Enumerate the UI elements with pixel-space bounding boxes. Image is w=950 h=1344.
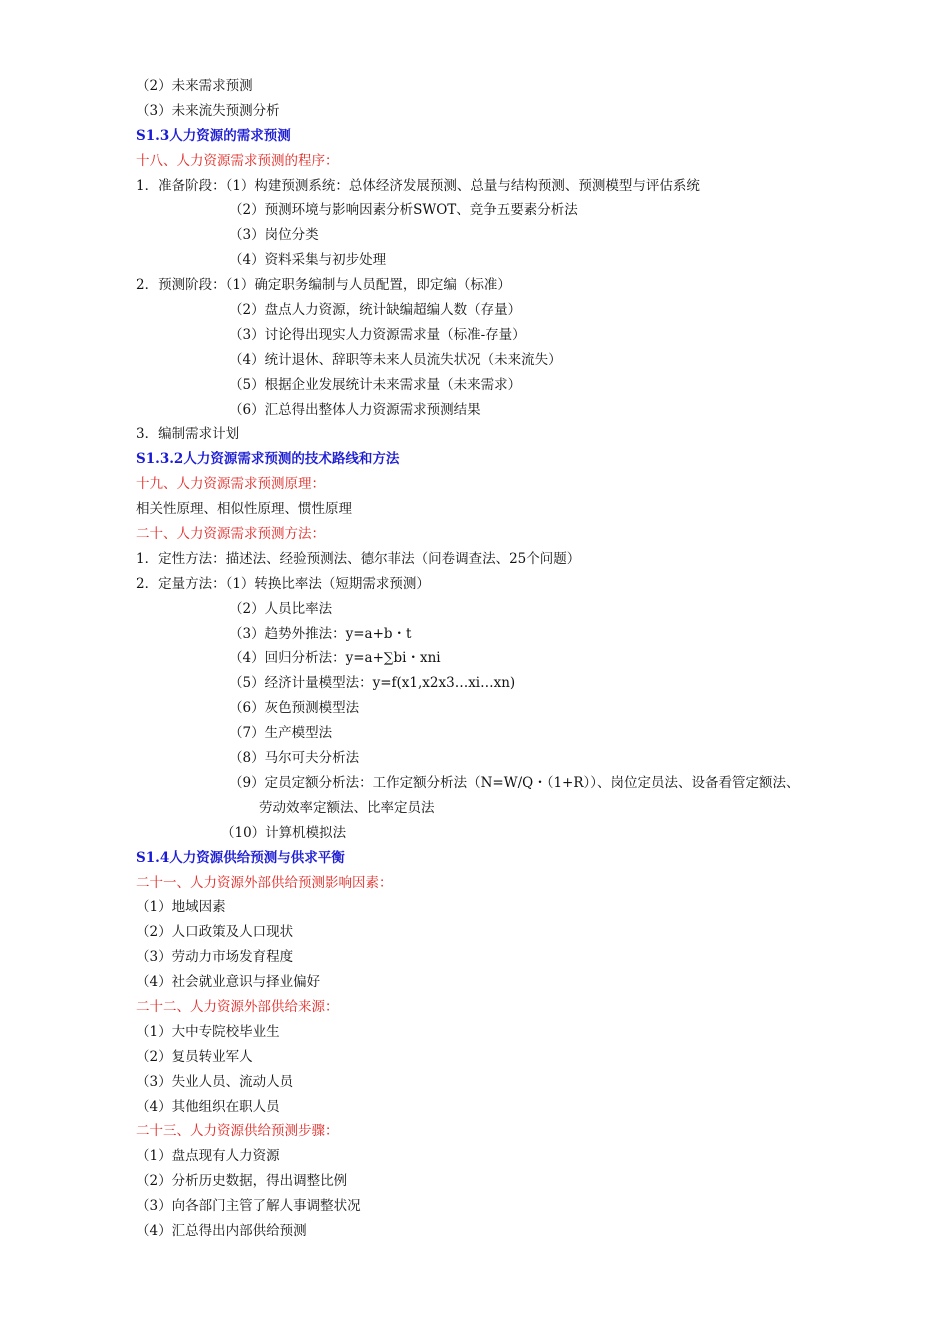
document-body: [0, 74, 950, 1244]
list-item: （2）预测环境与影响因素分析SWOT、竞争五要素分析法: [229, 202, 578, 219]
list-item: （3）向各部门主管了解人事调整状况: [136, 1198, 361, 1215]
list-item: （1）地域因素: [136, 899, 226, 916]
list-item: （1）大中专院校毕业生: [136, 1023, 280, 1040]
list-item: （2）人员比率法: [229, 600, 333, 617]
topic-heading: 二十一、人力资源外部供给预测影响因素：: [136, 874, 393, 891]
list-item: （4）统计退休、辞职等未来人员流失状况（未来流失）: [229, 351, 562, 368]
list-item: （3）趋势外推法：y=a+b・t: [229, 625, 412, 642]
list-item: （2）盘点人力资源，统计缺编超编人数（存量）: [229, 302, 522, 319]
list-item: （2）分析历史数据，得出调整比例: [136, 1173, 348, 1190]
list-item: （5）经济计量模型法：y=f(x1,x2x3…xi…xn): [229, 675, 516, 692]
section-heading: S1.3.2人力资源需求预测的技术路线和方法: [136, 451, 400, 468]
list-item: （8）马尔可夫分析法: [229, 750, 360, 767]
topic-heading: 十九、人力资源需求预测原理：: [136, 476, 325, 493]
list-item: 1．定性方法：描述法、经验预测法、德尔菲法（问卷调查法、25个问题）: [136, 550, 581, 567]
list-item: （3）劳动力市场发育程度: [136, 949, 294, 966]
list-item: （4）其他组织在职人员: [136, 1098, 280, 1115]
list-item: （3）岗位分类: [229, 227, 319, 244]
list-item: （6）汇总得出整体人力资源需求预测结果: [229, 401, 481, 418]
section-heading: S1.4人力资源供给预测与供求平衡: [136, 849, 345, 866]
paragraph: 相关性原理、相似性原理、惯性原理: [136, 501, 352, 518]
list-item: （7）生产模型法: [229, 725, 333, 742]
topic-heading: 二十、人力资源需求预测方法：: [136, 526, 325, 543]
list-item: （6）灰色预测模型法: [229, 700, 360, 717]
list-item: （5）根据企业发展统计未来需求量（未来需求）: [229, 376, 522, 393]
list-item: 3．编制需求计划: [136, 426, 240, 443]
list-item-continuation: 劳动效率定额法、比率定员法: [259, 799, 435, 816]
list-item: （1）盘点现有人力资源: [136, 1148, 280, 1165]
list-item: 2．定量方法：（1）转换比率法（短期需求预测）: [136, 575, 430, 592]
list-item: 1．准备阶段：（1）构建预测系统：总体经济发展预测、总量与结构预测、预测模型与评估系统: [136, 177, 700, 194]
list-item: （2）人口政策及人口现状: [136, 924, 294, 941]
section-heading: S1.3人力资源的需求预测: [136, 127, 291, 144]
list-item: （4）社会就业意识与择业偏好: [136, 974, 321, 991]
list-item: 2．预测阶段：（1）确定职务编制与人员配置，即定编（标准）: [136, 277, 511, 294]
list-item: （2）未来需求预测: [136, 78, 253, 94]
topic-heading: 十八、人力资源需求预测的程序：: [136, 152, 339, 169]
list-item: （3）失业人员、流动人员: [136, 1073, 294, 1090]
topic-heading: 二十二、人力资源外部供给来源：: [136, 998, 339, 1015]
list-item: （10）计算机模拟法: [221, 824, 347, 841]
list-item: （3）讨论得出现实人力资源需求量（标准-存量）: [229, 326, 526, 343]
list-item: （4）回归分析法：y=a+∑bi・xni: [229, 650, 441, 667]
list-item: （4）资料采集与初步处理: [229, 252, 387, 269]
list-item: （3）未来流失预测分析: [136, 102, 280, 119]
list-item: （4）汇总得出内部供给预测: [136, 1222, 307, 1239]
list-item: （2）复员转业军人: [136, 1048, 253, 1065]
list-item: （9）定员定额分析法：工作定额分析法（N=W/Q・（1+R））、岗位定员法、设备看管定额法、: [229, 774, 800, 791]
topic-heading: 二十三、人力资源供给预测步骤：: [136, 1123, 339, 1140]
